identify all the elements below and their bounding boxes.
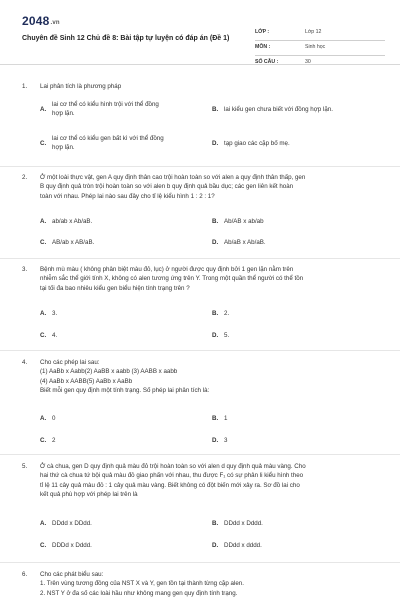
option-letter: A. xyxy=(40,310,47,317)
meta-value: 30 xyxy=(305,59,311,65)
meta-value: Lớp 12 xyxy=(305,29,322,35)
question-line: Ở cà chua, gen D quy định quả màu đỏ trội hoàn toàn so với alen d quy định quả màu vàng. Cho xyxy=(40,463,306,470)
question-divider xyxy=(0,454,400,455)
question-1 xyxy=(22,82,382,162)
question-number: 3. xyxy=(22,266,28,273)
meta-value: Sinh học xyxy=(305,44,326,50)
question-line: toàn với nhau. Phép lai nào sau đây cho tỉ lệ kiểu hình 1 : 2 : 1? xyxy=(40,192,215,200)
option-letter: D. xyxy=(212,542,219,549)
option-letter: A. xyxy=(40,218,47,225)
option-d[interactable] xyxy=(212,139,382,149)
option-letter: D. xyxy=(212,140,219,147)
header-divider xyxy=(0,64,400,65)
question-line: Cho các phát biểu sau: xyxy=(40,571,104,578)
option-text: ab/ab x Ab/aB. xyxy=(52,218,93,225)
option-text: DDDd x Dddd. xyxy=(52,542,92,549)
option-a[interactable] xyxy=(40,414,210,424)
option-letter: C. xyxy=(40,239,47,246)
question-divider xyxy=(0,166,400,167)
logo-main-text: 2048 xyxy=(22,14,50,28)
option-d[interactable] xyxy=(212,436,382,446)
option-letter: B. xyxy=(212,218,219,225)
option-c[interactable] xyxy=(40,541,210,551)
option-letter: B. xyxy=(212,106,219,113)
question-line: kết quả phù hợp với phép lai trên là xyxy=(40,491,138,499)
option-text xyxy=(52,100,182,119)
site-logo[interactable] xyxy=(22,14,60,28)
option-text: 4. xyxy=(52,332,58,339)
logo-sub-text: .vn xyxy=(50,20,60,26)
option-text: 3 xyxy=(224,437,228,444)
question-line: tại tối đa bao nhiêu kiểu gen biểu hiện tính trạng trên ? xyxy=(40,284,190,292)
question-line: B quy định quả tròn trội hoàn toàn so với alen b quy định quả bầu dục; các gen liên kết hoàn xyxy=(40,183,294,191)
option-letter: C. xyxy=(40,332,47,339)
meta-label: SỐ CÂU : xyxy=(255,59,279,65)
question-line: nhiễm sắc thể giới tính X, không có alen tương ứng trên Y. Trong một quần thể người có thể tồn xyxy=(40,275,304,283)
question-line: Biết mỗi gen quy định một tính trạng. Số phép lai phân tích là: xyxy=(40,387,210,395)
option-letter: C. xyxy=(40,542,47,549)
option-text: DDdd x DDdd. xyxy=(52,520,92,527)
document-header xyxy=(22,12,382,64)
option-text: DDdd x Dddd. xyxy=(224,520,263,527)
option-a[interactable] xyxy=(40,100,210,120)
option-text: DDdd x dddd. xyxy=(224,542,262,549)
option-letter: C. xyxy=(40,437,47,444)
document-title: Chuyên đề Sinh 12 Chủ đề 8: Bài tập tự luyện có đáp án (Đề 1) xyxy=(22,35,230,42)
option-letter: B. xyxy=(212,310,219,317)
option-text: 3. xyxy=(52,310,58,317)
option-c[interactable] xyxy=(40,134,210,154)
option-letter: B. xyxy=(212,415,219,422)
option-line: lai cơ thể có kiểu gen bất kì với thể đồng xyxy=(52,135,164,142)
question-4 xyxy=(22,358,382,448)
question-line: 2. NST Y ở đa số các loài hầu như không mang gen quy định tính trạng. xyxy=(40,589,238,597)
option-b[interactable] xyxy=(212,414,382,424)
option-b[interactable] xyxy=(212,519,382,529)
option-d[interactable] xyxy=(212,331,382,341)
option-letter: D. xyxy=(212,332,219,339)
question-line: (4) AaBb x AABB(5) AaBb x AaBb xyxy=(40,377,133,385)
option-c[interactable] xyxy=(40,436,210,446)
option-text: 2. xyxy=(224,310,230,317)
question-line: hai thứ cà chua tứ bội quả màu đỏ giao phấn với nhau, thu được F₁ có sự phân li kiểu hình theo xyxy=(40,472,304,480)
option-line: hợp lặn. xyxy=(52,110,75,118)
meta-label: MÔN : xyxy=(255,44,271,50)
question-divider xyxy=(0,258,400,259)
option-b[interactable] xyxy=(212,105,382,115)
question-text xyxy=(40,570,382,598)
option-a[interactable] xyxy=(40,519,210,529)
option-a[interactable] xyxy=(40,217,210,227)
option-text: lai kiểu gen chưa biết với đồng hợp lặn. xyxy=(224,106,333,113)
question-line: Ở một loài thực vật, gen A quy định thân cao trội hoàn toàn so với alen a quy định thân thấp, gen xyxy=(40,174,306,181)
meta-row-class xyxy=(255,26,385,41)
question-number: 4. xyxy=(22,359,28,366)
question-line: Bệnh mù màu ( không phân biệt màu đỏ, lục) ở người được quy định bởi 1 gen lặn nằm trên xyxy=(40,266,294,273)
meta-row-subject xyxy=(255,41,385,56)
question-line: Lai phân tích là phương pháp xyxy=(40,83,122,90)
question-2 xyxy=(22,173,382,253)
option-text: Ab/aB x Ab/aB. xyxy=(224,239,266,246)
option-d[interactable] xyxy=(212,541,382,551)
question-number: 5. xyxy=(22,463,28,470)
meta-label: LỚP : xyxy=(255,29,270,35)
question-text xyxy=(40,462,382,500)
question-line: (1) AaBb x Aabb(2) AaBB x aabb (3) AABB x aabb xyxy=(40,368,178,376)
option-letter: D. xyxy=(212,239,219,246)
option-text: Ab/AB x ab/ab xyxy=(224,218,264,225)
question-divider xyxy=(0,350,400,351)
question-line: 1. Trên vùng tương đồng của NST X và Y, gen tồn tại thành từng cặp alen. xyxy=(40,580,244,588)
option-line: lai cơ thể có kiểu hình trội với thể đồng xyxy=(52,101,159,108)
option-text: 5. xyxy=(224,332,230,339)
question-text xyxy=(40,358,382,396)
question-number: 6. xyxy=(22,571,28,578)
option-b[interactable] xyxy=(212,309,382,319)
option-letter: A. xyxy=(40,106,47,113)
meta-row-count xyxy=(255,56,385,70)
question-text xyxy=(40,82,382,91)
question-text xyxy=(40,173,382,201)
question-6 xyxy=(22,570,382,600)
option-letter: C. xyxy=(40,140,47,147)
option-text: 2 xyxy=(52,437,56,444)
question-3 xyxy=(22,265,382,345)
option-letter: A. xyxy=(40,520,47,527)
option-text: AB/ab x AB/aB. xyxy=(52,239,95,246)
option-text xyxy=(52,134,182,153)
question-divider xyxy=(0,562,400,563)
option-line: hợp lặn. xyxy=(52,144,75,152)
option-c[interactable] xyxy=(40,238,210,248)
option-a[interactable] xyxy=(40,309,210,319)
question-text xyxy=(40,265,382,293)
option-d[interactable] xyxy=(212,238,382,248)
question-line: Cho các phép lai sau: xyxy=(40,359,100,366)
question-line: tỉ lệ 11 cây quả màu đỏ : 1 cây quả màu vàng. Biết không có đột biến mới xảy ra. Sơ đồ lai cho xyxy=(40,481,300,489)
option-letter: B. xyxy=(212,520,219,527)
option-letter: A. xyxy=(40,415,47,422)
option-text: 0 xyxy=(52,415,56,422)
option-text: tạp giao các cặp bố mẹ. xyxy=(224,140,290,147)
option-letter: D. xyxy=(212,437,219,444)
option-c[interactable] xyxy=(40,331,210,341)
option-text: 1 xyxy=(224,415,228,422)
question-5 xyxy=(22,462,382,558)
question-number: 2. xyxy=(22,174,28,181)
option-b[interactable] xyxy=(212,217,382,227)
question-number: 1. xyxy=(22,83,28,90)
